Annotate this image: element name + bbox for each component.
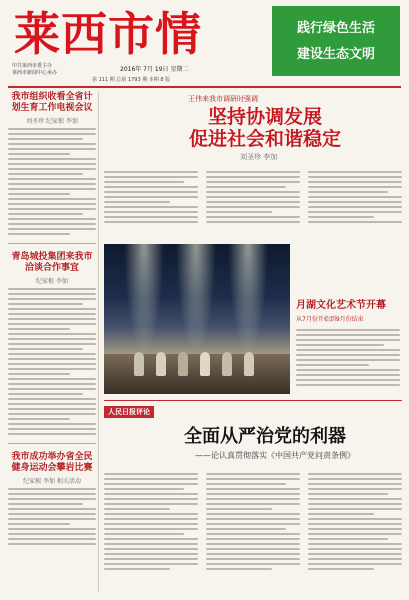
commentary-body-text: [104, 470, 402, 596]
lead-kicker: 王伟来我市调研时强调: [188, 95, 258, 103]
commentary-headline: 全面从严治党的利器: [184, 426, 346, 447]
slogan-line-2: 建设生态文明: [296, 47, 375, 62]
lead-byline: 刘圣珍 李加: [240, 153, 278, 161]
publisher-line-1: 中共莱西市委主办: [12, 63, 53, 69]
commentary-subhead: ——论认真贯彻落实《中国共产党问责条例》: [195, 451, 355, 460]
sidebar-byline: 纪家根 李加 相关活动: [23, 478, 81, 485]
sidebar-byline: 纪家根 李加: [36, 278, 68, 285]
section-rule: [104, 400, 402, 401]
sidebar-divider: [8, 243, 96, 244]
column-divider: [98, 92, 99, 592]
slogan-box: [272, 6, 400, 76]
sidebar-divider: [8, 443, 96, 444]
sidebar-story-3: [8, 452, 96, 545]
sidebar-body-text: [8, 488, 96, 545]
photo-headline: 月湖文化艺术节开幕: [296, 300, 386, 311]
issue-number: 第 111 期 总第 1793 期 本期 8 版: [92, 77, 171, 83]
masthead-rule: [8, 86, 401, 88]
sidebar-headline: 青岛城投集团来我市洽谈合作事宜: [11, 252, 93, 273]
stage-performance-photo: [104, 244, 290, 394]
publisher-line-2: 莱西市新闻中心承办: [12, 70, 58, 76]
masthead: [0, 0, 409, 82]
sidebar-headline: 我市组织收看全省计划生育工作电视会议: [11, 92, 93, 113]
sidebar-story-1: [8, 92, 96, 235]
newspaper-title: 莱西市情: [14, 7, 202, 61]
sidebar-body-text: [8, 288, 96, 435]
sidebar-headline: 我市成功举办省全民健身运动会攀岩比赛: [11, 452, 93, 473]
slogan-line-1: 践行绿色生活: [296, 21, 375, 36]
dateline: 2016年 7月 19日 星期二: [120, 66, 189, 73]
sidebar-body-text: [8, 128, 96, 235]
lead-headline: [150, 106, 380, 150]
left-sidebar: [8, 92, 96, 596]
photo-subhead: 从7月份开始到9月份结束: [296, 316, 364, 323]
commentary-tag: 人民日报评论: [104, 406, 154, 418]
lead-headline-line-2: 促进社会和谐稳定: [188, 128, 341, 150]
photo-body-text: [296, 326, 400, 389]
publisher-info: [12, 63, 57, 77]
sidebar-story-2: [8, 252, 96, 435]
lead-headline-line-1: 坚持协调发展: [207, 106, 322, 128]
sidebar-byline: 刘圣珍 纪家根 李加: [26, 118, 78, 125]
